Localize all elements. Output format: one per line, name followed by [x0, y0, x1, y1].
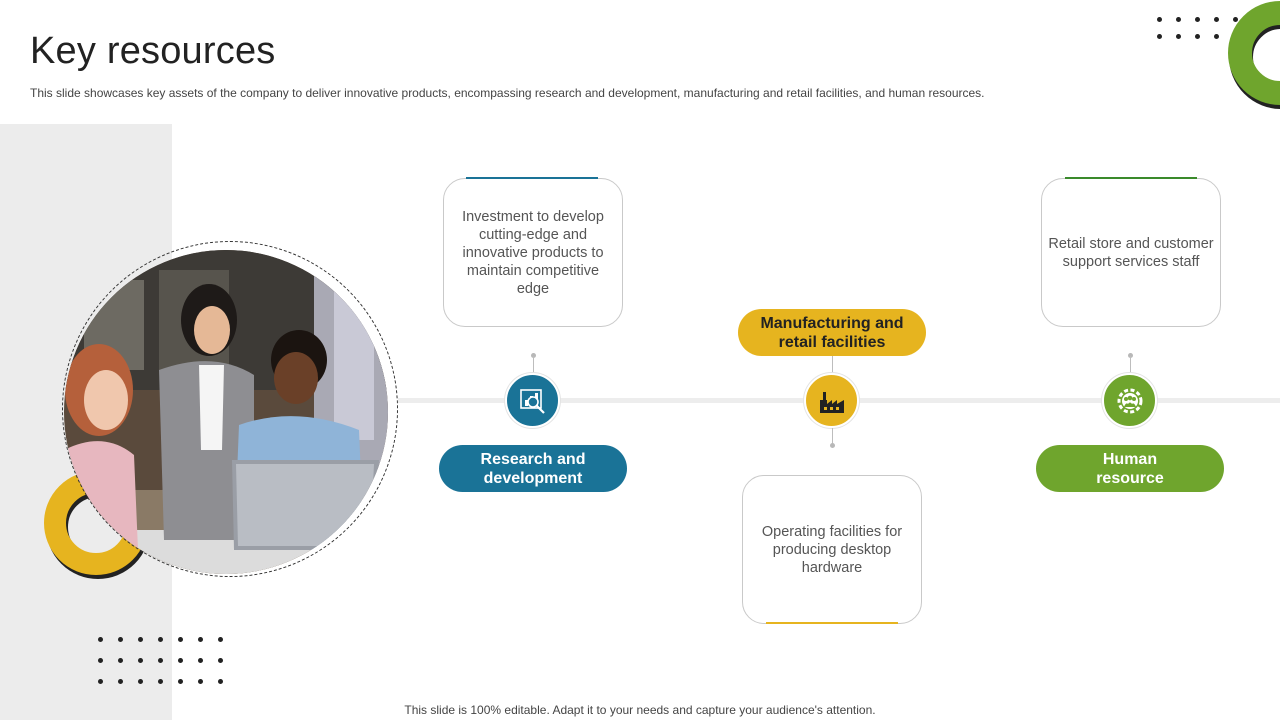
page-subtitle: This slide showcases key assets of the company to deliver innovative products, encompassing research and development, manufacturing and retail facilities, and human resources. — [30, 86, 985, 100]
human-resource-description: Retail store and customer support services staff — [1048, 235, 1214, 270]
decorative-dot-grid-bottom — [98, 637, 223, 684]
human-resource-description-card — [1041, 178, 1221, 327]
research-description: Investment to develop cutting-edge and innovative products to maintain competitive edge — [462, 208, 604, 297]
research-label: Research and development — [480, 450, 586, 487]
green-ring-decoration — [1218, 0, 1280, 110]
manufacturing-connector-bottom — [832, 428, 833, 444]
team-meeting-photo — [64, 250, 388, 574]
manufacturing-connector-dot — [830, 443, 835, 448]
footer-note: This slide is 100% editable. Adapt it to your needs and capture your audience's attention. — [404, 703, 876, 717]
manufacturing-description: Operating facilities for producing desktop hardware — [761, 523, 903, 576]
human-resource-card-accent — [1065, 177, 1197, 179]
manufacturing-description-card — [742, 475, 922, 624]
manufacturing-connector-top — [832, 356, 833, 374]
factory-icon — [804, 373, 859, 428]
research-card-accent — [466, 177, 598, 179]
page-title: Key resources — [30, 30, 276, 72]
research-connector — [533, 356, 534, 374]
manufacturing-card-accent — [766, 622, 898, 624]
manufacturing-label: Manufacturing and retail facilities — [760, 314, 904, 351]
research-description-card — [443, 178, 623, 327]
human-resource-pill — [1036, 445, 1224, 492]
human-resource-connector — [1130, 356, 1131, 374]
research-chart-icon — [505, 373, 560, 428]
research-pill — [439, 445, 627, 492]
manufacturing-pill — [738, 309, 926, 356]
team-gear-icon — [1102, 373, 1157, 428]
human-resource-label: Human resource — [1096, 450, 1164, 487]
